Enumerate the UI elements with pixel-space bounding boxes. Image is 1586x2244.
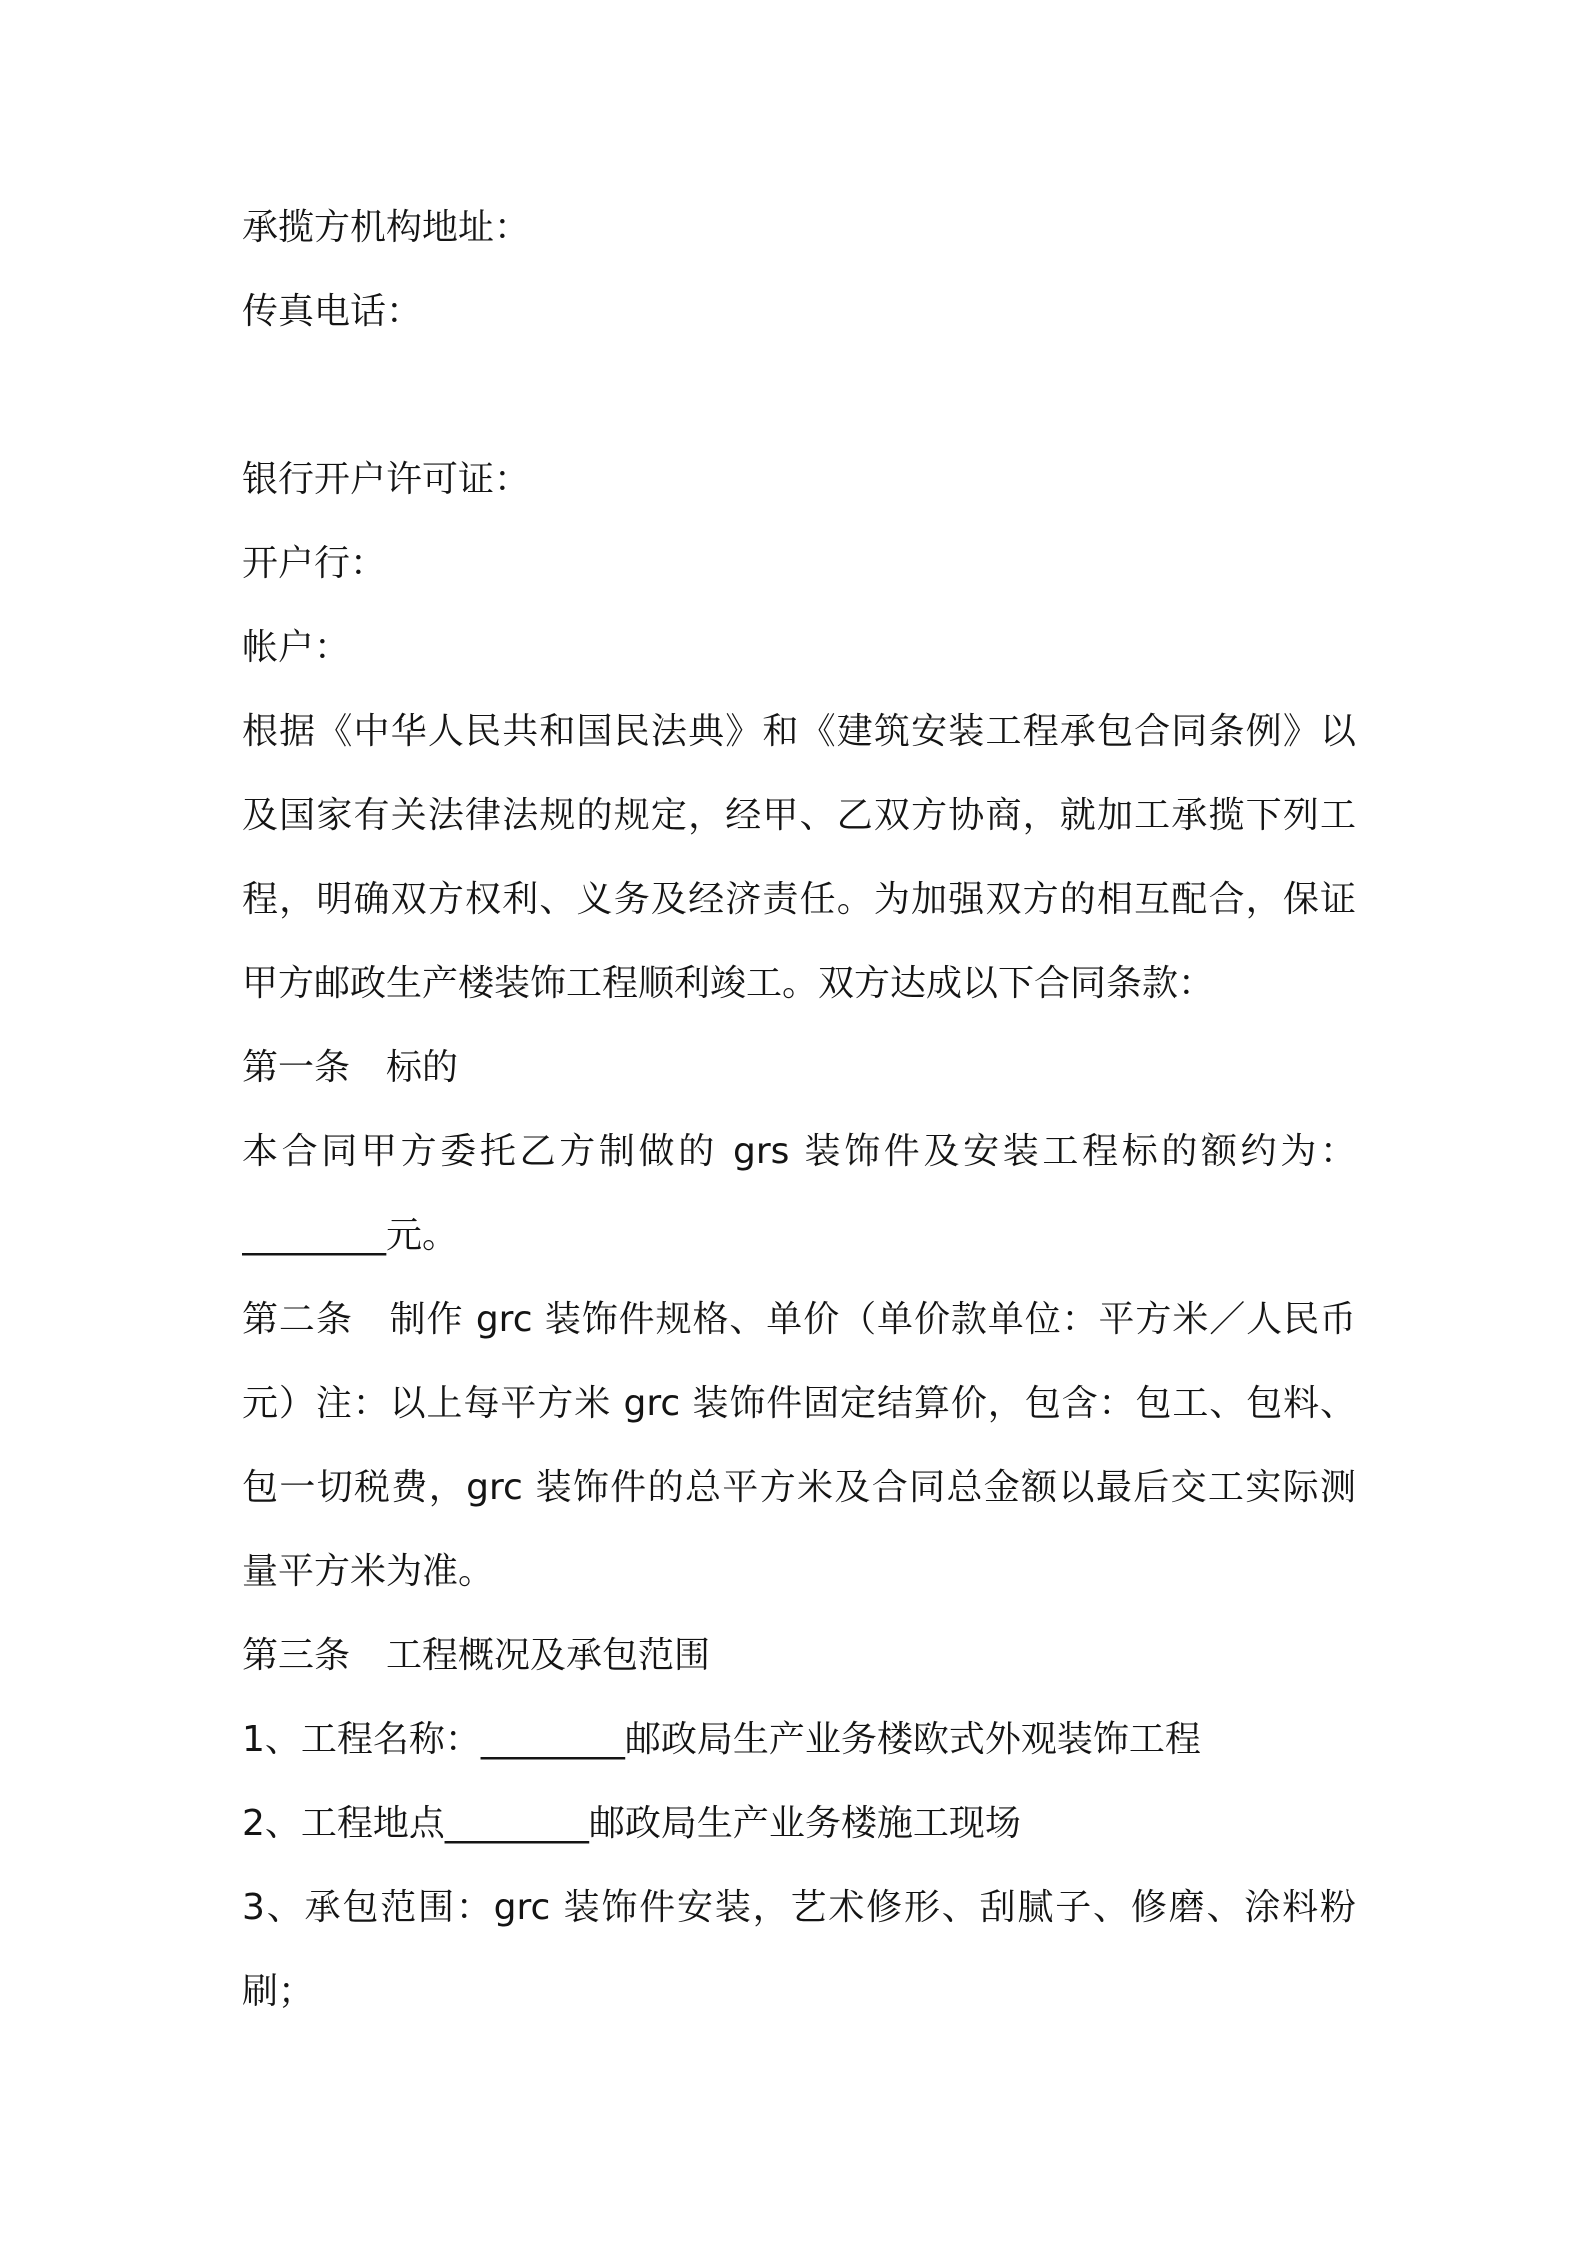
document-body xyxy=(242,186,1356,2034)
preamble-paragraph xyxy=(242,690,1356,1026)
clause-2-heading-line: 第二条 制作 grc 装饰件规格、单价（单价款单位：平方米／人民币 xyxy=(242,1299,1356,1340)
clause-3-item-scope: 3、承包范围：grc 装饰件安装，艺术修形、刮腻子、修磨、涂料粉 xyxy=(242,1887,1356,1928)
field-bank-name: 开户行： xyxy=(242,543,387,584)
preamble-line: 根据《中华人民共和国民法典》和《建筑安装工程承包合同条例》以 xyxy=(242,711,1356,752)
preamble-line: 程，明确双方权利、义务及经济责任。为加强双方的相互配合，保证 xyxy=(242,879,1356,920)
clause-3-item-project-name: 1、工程名称：________邮政局生产业务楼欧式外观装饰工程 xyxy=(242,1719,1201,1760)
clause-1-heading: 第一条 标的 xyxy=(242,1047,459,1088)
clause-2-line: 量平方米为准。 xyxy=(242,1551,495,1592)
clause-1-line: 本合同甲方委托乙方制做的 grs 装饰件及安装工程标的额约为： xyxy=(242,1131,1356,1172)
clause-2-line: 包一切税费，grc 装饰件的总平方米及合同总金额以最后交工实际测 xyxy=(242,1467,1356,1508)
clause-3-heading: 第三条 工程概况及承包范围 xyxy=(242,1635,711,1676)
clause-3-list xyxy=(242,1698,1356,2034)
clause-2 xyxy=(242,1278,1356,1614)
field-fax-phone: 传真电话： xyxy=(242,291,423,332)
preamble-line: 及国家有关法律法规的规定，经甲、乙双方协商，就加工承揽下列工 xyxy=(242,795,1356,836)
field-bank-license: 银行开户许可证： xyxy=(242,459,531,500)
clause-1-body xyxy=(242,1110,1356,1278)
field-contractor-address: 承揽方机构地址： xyxy=(242,207,531,248)
clause-3-item-scope-continued: 刷； xyxy=(242,1971,315,2012)
clause-1-amount-line: ________元。 xyxy=(242,1215,459,1256)
clause-2-line: 元）注：以上每平方米 grc 装饰件固定结算价，包含：包工、包料、 xyxy=(242,1383,1356,1424)
blank-line xyxy=(242,354,1356,438)
field-account: 帐户： xyxy=(242,627,351,668)
clause-3-item-project-location: 2、工程地点________邮政局生产业务楼施工现场 xyxy=(242,1803,1021,1844)
preamble-line: 甲方邮政生产楼装饰工程顺利竣工。双方达成以下合同条款： xyxy=(242,963,1215,1004)
